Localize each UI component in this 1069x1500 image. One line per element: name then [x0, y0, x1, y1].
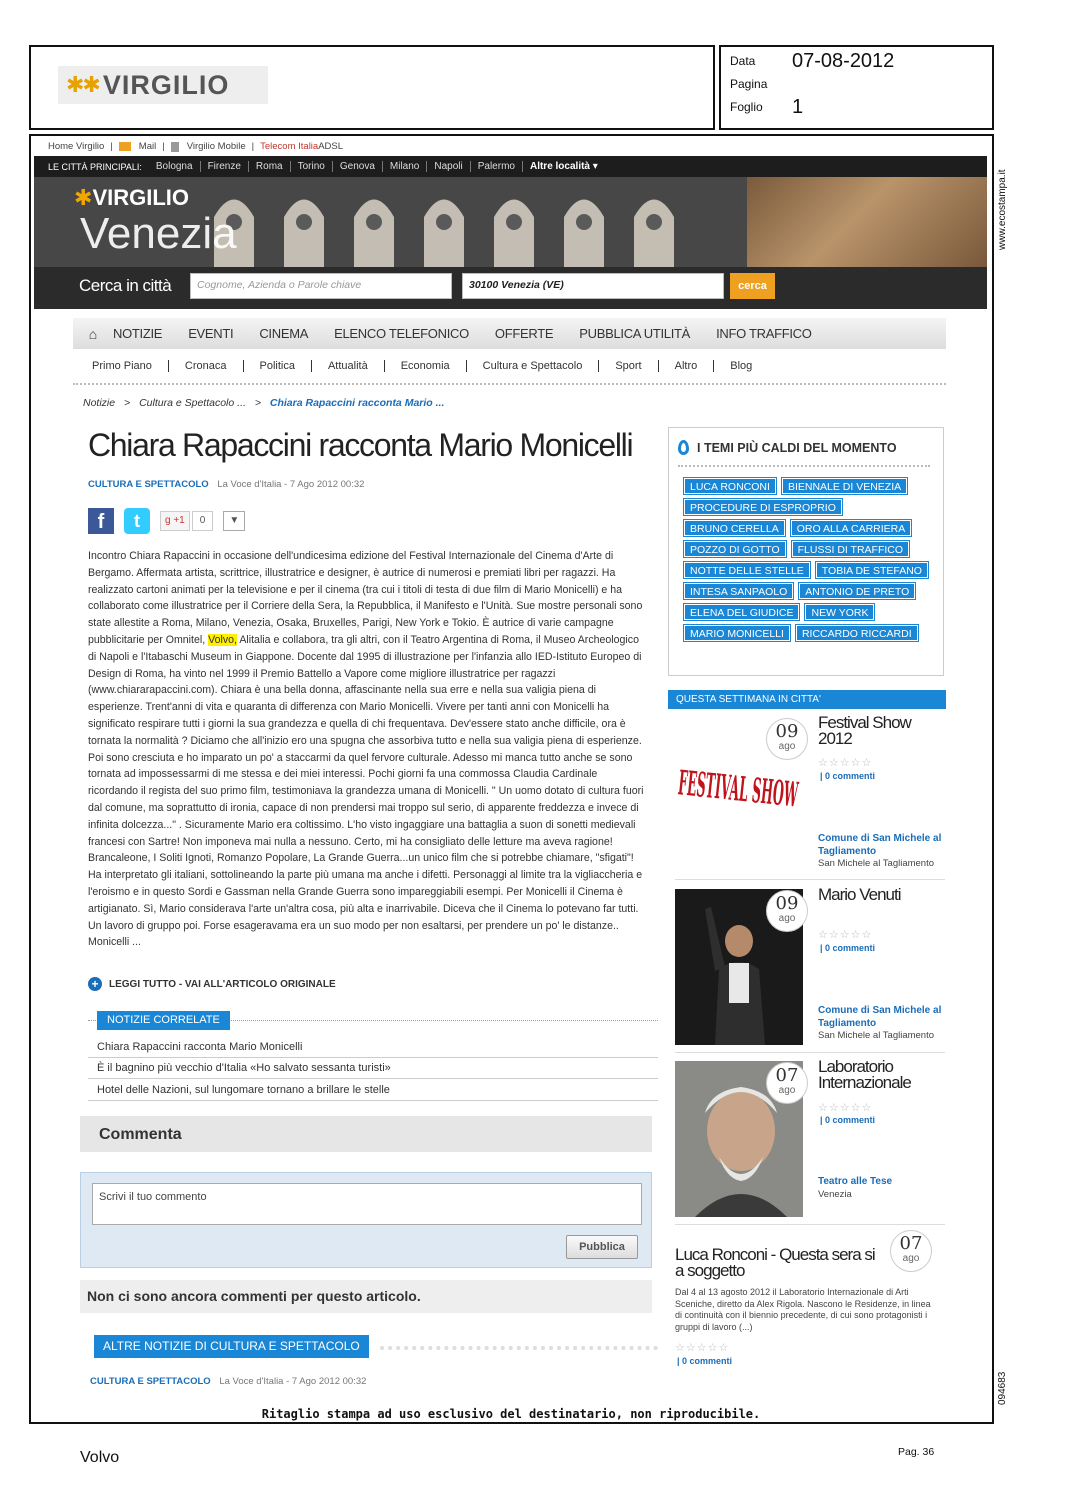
subnav-item[interactable]: Primo Piano: [92, 360, 169, 372]
topic-tag[interactable]: INTESA SANPAOLO: [684, 583, 793, 599]
subnav-item[interactable]: Sport: [599, 360, 658, 372]
event-comments-link[interactable]: | 0 commenti: [820, 1115, 876, 1125]
city-bar-label: LE CITTÀ PRINCIPALI:: [48, 161, 142, 172]
article-source: La Voce d'Italia - 7 Ago 2012 00:32: [217, 479, 365, 490]
topic-tag[interactable]: LUCA RONCONI: [684, 478, 776, 494]
mail-link[interactable]: Mail: [138, 141, 157, 152]
event-city: San Michele al Tagliamento: [818, 1030, 935, 1041]
mail-icon: [119, 142, 131, 151]
related-item[interactable]: Chiara Rapaccini racconta Mario Monicelli: [97, 1041, 303, 1053]
no-comments-message: Non ci sono ancora commenti per questo articolo.: [80, 1280, 652, 1313]
home-icon[interactable]: ⌂: [88, 325, 98, 342]
event-place[interactable]: Comune di San Michele al Tagliamento: [818, 833, 942, 857]
ecostampa-site: www.ecostampa.it: [997, 169, 1008, 250]
mobile-icon: [171, 142, 179, 152]
article-category[interactable]: CULTURA E SPETTACOLO: [88, 479, 209, 490]
rating-stars-icon[interactable]: ☆☆☆☆☆: [818, 929, 873, 941]
related-item[interactable]: Hotel delle Nazioni, sul lungomare tornano a brillare le stelle: [97, 1084, 390, 1096]
city-link[interactable]: Milano: [383, 161, 427, 172]
more-news-source: La Voce d'Italia - 7 Ago 2012 00:32: [219, 1376, 367, 1387]
event-date: 09 ago: [766, 890, 808, 932]
clipping-code: 094683: [997, 1371, 1008, 1405]
facebook-icon[interactable]: f: [88, 508, 114, 534]
nav-item-traffico[interactable]: INFO TRAFFICO: [716, 326, 812, 341]
logo-text: VIRGILIO: [102, 69, 230, 100]
page-number: Pag. 36: [898, 1446, 935, 1458]
home-virgilio-link[interactable]: Home Virgilio: [48, 141, 105, 152]
more-news-heading[interactable]: ALTRE NOTIZIE DI CULTURA E SPETTACOLO: [94, 1335, 369, 1358]
nav-item-offerte[interactable]: OFFERTE: [494, 326, 554, 341]
google-plus-count: 0: [192, 511, 214, 531]
topic-tag[interactable]: POZZO DI GOTTO: [684, 541, 786, 557]
related-heading: NOTIZIE CORRELATE: [97, 1011, 230, 1030]
foglio-label: Foglio: [730, 100, 763, 114]
virgilio-logo: [58, 66, 268, 104]
event-separator: [675, 1052, 945, 1053]
search-input[interactable]: Cognome, Azienda o Parole chiave: [190, 273, 452, 299]
event-title[interactable]: Festival Show 2012: [818, 713, 911, 748]
telecom-link[interactable]: Telecom Italia: [260, 141, 319, 152]
city-link[interactable]: Napoli: [427, 161, 470, 172]
event-comments-link[interactable]: | 0 commenti: [820, 943, 876, 953]
event-comments-link[interactable]: | 0 commenti: [677, 1356, 733, 1366]
read-more-link[interactable]: + LEGGI TUTTO - VAI ALL'ARTICOLO ORIGINALE: [88, 977, 336, 991]
topic-tag[interactable]: BRUNO CERELLA: [684, 520, 785, 536]
topic-tag[interactable]: FLUSSI DI TRAFFICO: [792, 541, 909, 557]
topic-tag[interactable]: PROCEDURE DI ESPROPRIO: [684, 499, 842, 515]
hot-topics-title: I TEMI PIÙ CALDI DEL MOMENTO: [678, 440, 897, 455]
social-buttons: [88, 508, 245, 534]
city-link[interactable]: Palermo: [471, 161, 523, 172]
city-link[interactable]: Genova: [333, 161, 383, 172]
nav-item-elenco[interactable]: ELENCO TELEFONICO: [334, 326, 469, 341]
rating-stars-icon[interactable]: ☆☆☆☆☆: [818, 1102, 873, 1114]
clipping-notice: Ritaglio stampa ad uso esclusivo del destinatario, non riproducibile.: [261, 1407, 761, 1421]
event-place[interactable]: Teatro alle Tese: [818, 1176, 893, 1187]
article-title: Chiara Rapaccini racconta Mario Monicelli: [88, 427, 633, 463]
subnav-item[interactable]: Cultura e Spettacolo: [467, 360, 600, 372]
event-date: 07 ago: [890, 1230, 932, 1272]
rating-stars-icon[interactable]: ☆☆☆☆☆: [818, 757, 873, 769]
event-date: 09 ago: [766, 718, 808, 760]
city-link[interactable]: Roma: [249, 161, 291, 172]
pagina-label: Pagina: [730, 77, 768, 91]
subnav-item[interactable]: Altro: [659, 360, 715, 372]
event-city: Venezia: [818, 1189, 852, 1200]
highlight-volvo: Volvo,: [208, 633, 237, 646]
comment-heading: Commenta: [80, 1116, 652, 1152]
article-body: Incontro Chiara Rapaccini in occasione dell'undicesima edizione del Festival Internazionale del Cinema d'Arte di Bergamo. Affermata artista, scrittrice, illustratrice e designer, è autrice di numerosi e premiati libri per ragazzi. Ha realizzato cartoni animati per la televisione e per il cinema (tra cui i titoli di testa di due film di Mario Monicelli) e ha collaborato come illustratrice per il Corriere della Sera, la Repubblica, il Manifesto e l'Unità. Sue mostre personali sono state allestite a Roma, Milano, Venezia, Osaka, Bruxelles, Parigi, New York e Tokio. È autrice di varie campagne pubblicitarie per Omnitel, Volvo, Alitalia e collabora, tra gli altri, con il Teatro Argentina di Roma, il Museo Archeologico di Napoli e l'Itabaschi Museum in Giappone. Docente dal 1995 di illustrazione per l'infanzia allo IED-Istituto Europeo di Design di Roma, ha vinto nel 1999 il Premio Battello a Vapore come migliore illustratrice per ragazzi (www.chiararapaccini.com). Chiara è una bella donna, affascinante nella sua erre e nella sua valigia piena di esperienze. Trent'anni di vita e quaranta di differenza con Mario Monicelli. Vivere per tanti anni con Monicelli ha significato respirare tutti i giorni la sua grandezza e quella di chi frequentava. Dev'essere stato anche difficile, ora è tornata la normalità ? Diciamo che all'inizio ero una spugna che assorbiva tutto e nella sua valigia piena di esperienze. Poi sono cresciuta e ho imparato un po' a staccarmi da quel fervore culturale. Adesso mi manca tutto anche se sono tornata ad impossessarmi di me stessa e dei miei interessi. Pochi giorni fa una commossa Claudia Cardinale ricordando il regista del suo primo film, testimoniava la grandezza umana di Monicelli. " Un uomo dotato di cultura fuori dal comune, ma soprattutto di ironia, capace di non prendersi mai troppo sul serio, di apparente freddezza e invece di infinita dolcezza..." . Sicuramente Mario era coltissimo. L'ho visto ingaggiare una battaglia a suon di sonetti medievali francesi con Sartre! Non imponeva mai nulla a nessuno. Certo, mi ha consigliato delle letture ma aveva ragione! Brancaleone, I Soliti Ignoti, Romanzo Popolare, La Grande Guerra...un unico film che si potrebbe chiamare, "sfigati"! Ha interpretato gli italiani, sottolineando la parte più umana ma anche i difetti. Personaggi al limite tra la vigliaccheria e l'eroismo e in questo Sordi e Gassman nella Grande Guerra sono impareggiabili esempi. Per Monicelli il Cinema è artigianato. Sì, Mario considerava l'arte un'altra cosa, più alta e inarrivabile. Diceva che il Cinema lo potevano far tutti. Un lavoro di gruppo poi. Forse esageravama era un suo modo per non esaltarsi, per prendere un po' le distanze.. Monicelli ...: [88, 550, 644, 949]
subnav-item[interactable]: Attualità: [312, 360, 385, 372]
hot-topics-tags: [683, 477, 933, 642]
nav-item-notizie[interactable]: NOTIZIE: [113, 326, 163, 341]
subnav-item[interactable]: Politica: [244, 360, 312, 372]
more-news-category[interactable]: CULTURA E SPETTACOLO: [90, 1376, 211, 1387]
virgilio-mobile-link[interactable]: Virgilio Mobile: [186, 141, 246, 152]
topic-tag[interactable]: ELENA DEL GIUDICE: [684, 604, 799, 620]
data-label: Data: [730, 54, 756, 68]
logo-dots-icon: ✱✱: [66, 72, 99, 97]
topic-tag[interactable]: BIENNALE DI VENEZIA: [782, 478, 907, 494]
twitter-icon[interactable]: t: [124, 508, 150, 534]
event-comments-link[interactable]: | 0 commenti: [820, 771, 876, 781]
city-bar: [34, 156, 987, 177]
sub-nav: [92, 360, 768, 372]
search-button[interactable]: cerca: [730, 273, 775, 299]
topic-tag[interactable]: MARIO MONICELLI: [684, 625, 790, 641]
breadcrumb: Notizie > Cultura e Spettacolo ... > Chiara Rapaccini racconta Mario ...: [83, 397, 445, 409]
topic-tag[interactable]: RICCARDO RICCARDI: [796, 625, 918, 641]
event-separator: [675, 1224, 945, 1225]
nav-item-pubblica[interactable]: PUBBLICA UTILITÀ: [579, 326, 691, 341]
nav-item-eventi[interactable]: EVENTI: [188, 326, 234, 341]
topic-tag[interactable]: NOTTE DELLE STELLE: [684, 562, 810, 578]
subnav-item[interactable]: Cronaca: [169, 360, 244, 372]
this-week-heading: QUESTA SETTIMANA IN CITTA': [668, 690, 946, 709]
event-date: 07 ago: [766, 1062, 808, 1104]
city-link[interactable]: Torino: [291, 161, 333, 172]
plus-icon: +: [88, 977, 102, 991]
rating-stars-icon[interactable]: ☆☆☆☆☆: [675, 1342, 730, 1354]
publish-button[interactable]: Pubblica: [566, 1235, 638, 1259]
share-dropdown-icon[interactable]: ▼: [223, 511, 245, 531]
related-separator: [88, 1078, 658, 1079]
banner-city-name: Venezia: [80, 209, 237, 258]
breadcrumb-link[interactable]: Cultura e Spettacolo ...: [139, 397, 246, 409]
location-input[interactable]: 30100 Venezia (VE): [462, 273, 724, 299]
client-name: Volvo: [80, 1449, 120, 1466]
top-links: Home Virgilio | Mail | Virgilio Mobile | Telecom Italia ADSL: [48, 141, 344, 152]
main-nav: [73, 318, 946, 349]
search-label: Cerca in città: [79, 276, 172, 295]
event-title[interactable]: Laboratorio Internazionale: [818, 1059, 911, 1092]
flame-icon: [678, 440, 689, 455]
other-cities-dropdown[interactable]: Altre località ▾: [529, 161, 598, 172]
related-separator: [88, 1100, 658, 1101]
nav-item-cinema[interactable]: CINEMA: [259, 326, 309, 341]
banner-brand: ✱VIRGILIO: [74, 185, 189, 210]
breadcrumb-current: Chiara Rapaccini racconta Mario ...: [269, 397, 445, 409]
adsl-link[interactable]: ADSL: [318, 141, 344, 152]
more-news-byline: [90, 1376, 366, 1387]
event-city: San Michele al Tagliamento: [818, 858, 935, 869]
foglio-value: 1: [792, 96, 804, 118]
subnav-item[interactable]: Blog: [730, 360, 753, 372]
breadcrumb-link[interactable]: Notizie: [83, 397, 116, 409]
more-news-divider: [380, 1346, 658, 1350]
data-value: 07-08-2012: [792, 50, 895, 72]
city-banner: [34, 177, 987, 309]
topic-tag[interactable]: ANTONIO DE PRETO: [799, 583, 915, 599]
topic-tag[interactable]: TOBIA DE STEFANO: [816, 562, 928, 578]
city-link[interactable]: Bologna: [149, 161, 201, 172]
event-description: Dal 4 al 13 agosto 2012 il Laboratorio Internazionale di Arti Sceniche, diretto da Alex Rigola. Nascono le Residenze, in linea di continuità con il biennio precedente, di cui sono protagonisti i gruppi di lavoro (...): [675, 1287, 931, 1332]
subnav-item[interactable]: Economia: [385, 360, 467, 372]
event-place[interactable]: Comune di San Michele al Tagliamento: [818, 1005, 942, 1029]
city-link[interactable]: Firenze: [201, 161, 249, 172]
poster-lettering: FESTIVAL: [676, 763, 804, 823]
nav-divider: [73, 383, 946, 385]
event-title[interactable]: Luca Ronconi - Questa sera si a soggetto: [675, 1245, 875, 1280]
event-title[interactable]: Mario Venuti: [818, 885, 901, 904]
google-plus-button[interactable]: g +1: [160, 511, 190, 531]
related-item[interactable]: È il bagnino più vecchio d'Italia «Ho salvato sessanta turisti»: [97, 1062, 391, 1074]
comment-input[interactable]: Scrivi il tuo commento: [92, 1183, 642, 1225]
article-byline: [88, 479, 364, 490]
hot-topics-divider: [678, 465, 930, 467]
topic-tag[interactable]: ORO ALLA CARRIERA: [791, 520, 912, 536]
topic-tag[interactable]: NEW YORK: [805, 604, 874, 620]
event-separator: [675, 879, 945, 880]
related-separator: [88, 1057, 658, 1058]
